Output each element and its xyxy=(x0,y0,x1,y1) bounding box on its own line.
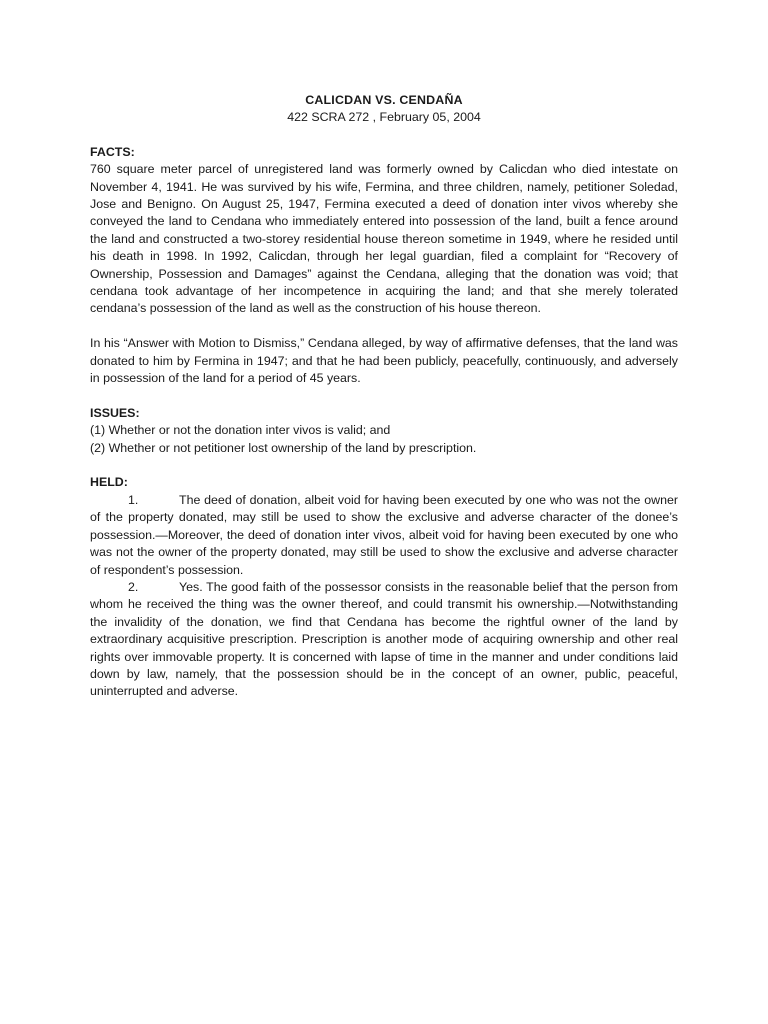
issues-section xyxy=(90,405,678,457)
case-citation: 422 SCRA 272 , February 05, 2004 xyxy=(287,110,481,125)
held-item-text: The deed of donation, albeit void for having been executed by one who was not the owner of the property donated, may still be used to show the exclusive and adverse character of the donee’s possession.—Moreover, the deed of donation inter vivos, albeit void for having been executed by one who was not the owner of the property donated, may still be used to show the exclusive and adverse character of respondent’s possession. xyxy=(90,492,678,577)
held-item-number: 1. xyxy=(128,492,139,507)
issues-heading: ISSUES: xyxy=(90,405,140,420)
issue-item: (2) Whether or not petitioner lost ownership of the land by prescription. xyxy=(90,440,477,455)
held-item xyxy=(90,492,678,579)
title-block xyxy=(90,92,678,127)
facts-heading: FACTS: xyxy=(90,144,135,159)
document-page xyxy=(90,92,678,701)
held-heading: HELD: xyxy=(90,475,128,490)
facts-paragraph: 760 square meter parcel of unregistered land was formerly owned by Calicdan who died intestate on November 4, 1941. He was survived by his wife, Fermina, and three children, namely, petitioner Soledad, Jose and Benigno. On August 25, 1947, Fermina executed a deed of donation inter vivos whereby she conveyed the land to Cendana who immediately entered into possession of the land, built a fence around the land and constructed a two-storey residential house thereon sometime in 1949, where he resided until his death in 1998. In 1992, Calicdan, through her legal guardian, filed a complaint for “Recovery of Ownership, Possession and Damages” against the Cendana, alleging that the donation was void; that cendana took advantage of her incompetence in acquiring the land; and that she merely tolerated cendana’s possession of the land as well as the construction of his house thereon. xyxy=(90,162,678,316)
facts-section xyxy=(90,144,678,388)
held-item xyxy=(90,579,678,701)
held-item-text: Yes. The good faith of the possessor consists in the reasonable belief that the person from whom he received the thing was the owner thereof, and could transmit his ownership.—Notwithstanding the invalidity of the donation, we find that Cendana has become the rightful owner of the land by extraordinary acquisitive prescription. Prescription is another mode of acquiring ownership and other real rights over immovable property. It is concerned with lapse of time in the manner and under conditions laid down by law, namely, that the possession should be in the concept of an owner, public, peaceful, uninterrupted and adverse. xyxy=(90,579,678,699)
held-section xyxy=(90,474,678,700)
case-title: CALICDAN VS. CENDAÑA xyxy=(305,93,463,107)
issue-item: (1) Whether or not the donation inter vivos is valid; and xyxy=(90,423,391,438)
held-item-number: 2. xyxy=(128,579,139,594)
facts-paragraph: In his “Answer with Motion to Dismiss,” Cendana alleged, by way of affirmative defenses, that the land was donated to him by Fermina in 1947; and that he had been publicly, peacefully, continuously, and adversely in possession of the land for a period of 45 years. xyxy=(90,336,678,386)
